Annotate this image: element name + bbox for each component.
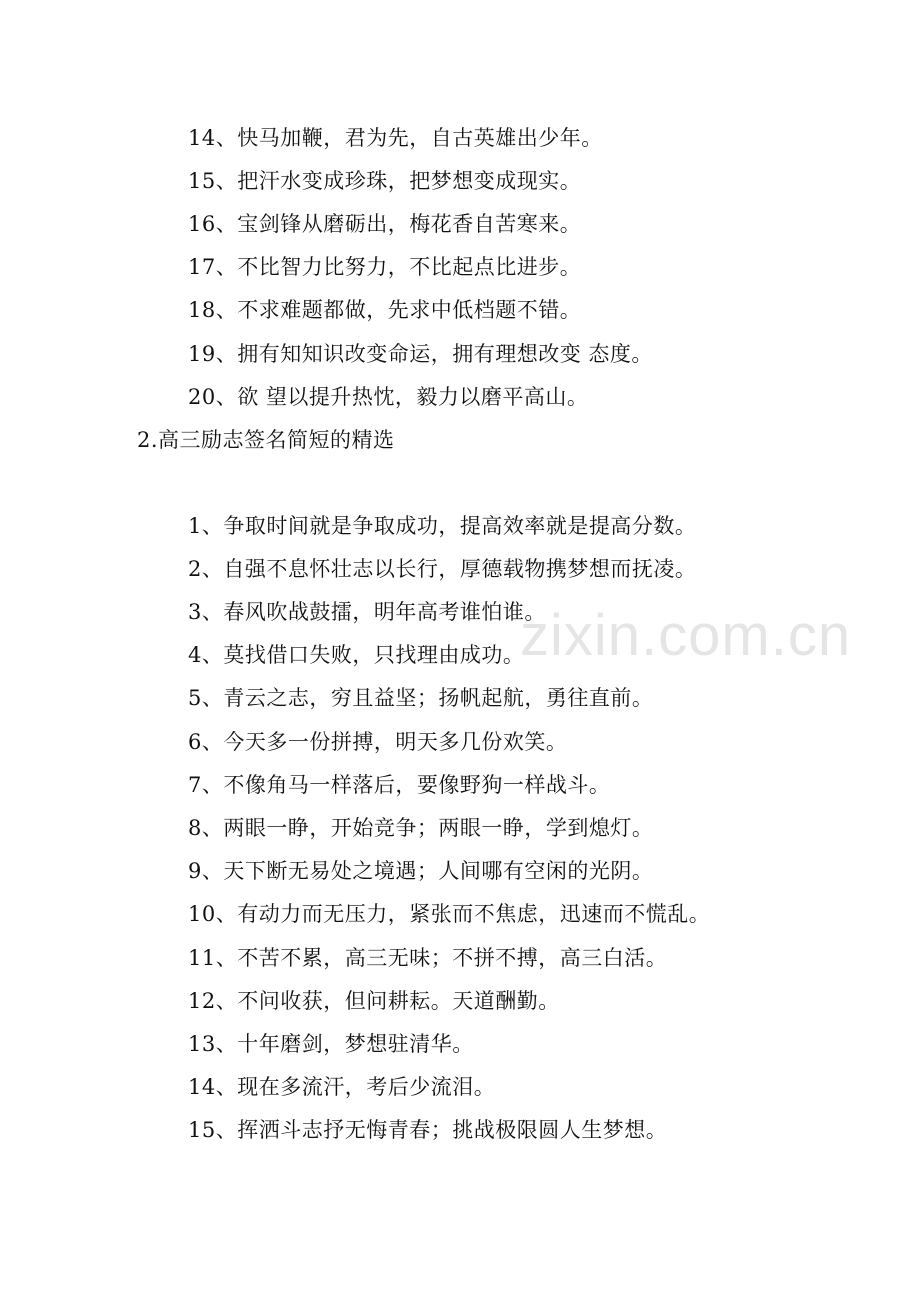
section2-item-12: 12、不问收获，但问耕耘。天道酬勤。 [188,989,560,1013]
section2-item-8: 8、两眼一睁，开始竞争；两眼一睁，学到熄灯。 [188,816,654,840]
section1-item-20: 20、欲 望以提升热忱，毅力以磨平高山。 [188,385,589,409]
section2-item-9: 9、天下断无易处之境遇；人间哪有空闲的光阴。 [188,859,654,883]
section2-item-2: 2、自强不息怀壮志以长行，厚德载物携梦想而抚凌。 [188,557,697,581]
section2-item-15: 15、挥洒斗志抒无悔青春；挑战极限圆人生梦想。 [188,1118,668,1142]
section2-item-5: 5、青云之志，穷且益坚；扬帆起航，勇往直前。 [188,686,654,710]
section2-item-10: 10、有动力而无压力，紧张而不焦虑，迅速而不慌乱。 [188,902,711,926]
section1-item-18: 18、不求难题都做，先求中低档题不错。 [188,298,582,322]
section2-item-11: 11、不苦不累，高三无味；不拼不搏，高三白活。 [188,946,668,970]
section2-item-14: 14、现在多流汗，考后少流泪。 [188,1075,496,1099]
section1-item-17: 17、不比智力比努力，不比起点比进步。 [188,255,582,279]
section1-item-14: 14、快马加鞭，君为先，自古英雄出少年。 [188,126,603,150]
section2-heading: 2.高三励志签名简短的精选 [137,428,395,452]
section2-item-3: 3、春风吹战鼓擂，明年高考谁怕谁。 [188,600,546,624]
section2-item-1: 1、争取时间就是争取成功，提高效率就是提高分数。 [188,514,697,538]
section1-item-19: 19、拥有知知识改变命运，拥有理想改变 态度。 [188,342,653,366]
section1-item-15: 15、把汗水变成珍珠，把梦想变成现实。 [188,169,582,193]
section2-item-4: 4、莫找借口失败，只找理由成功。 [188,643,525,667]
section2-item-6: 6、今天多一份拼搏，明天多几份欢笑。 [188,730,568,754]
section2-item-7: 7、不像角马一样落后，要像野狗一样战斗。 [188,773,611,797]
section2-item-13: 13、十年磨剑，梦想驻清华。 [188,1032,474,1056]
watermark-text: zixin.com.cn [520,603,852,668]
section1-item-16: 16、宝剑锋从磨砺出，梅花香自苦寒来。 [188,212,582,236]
